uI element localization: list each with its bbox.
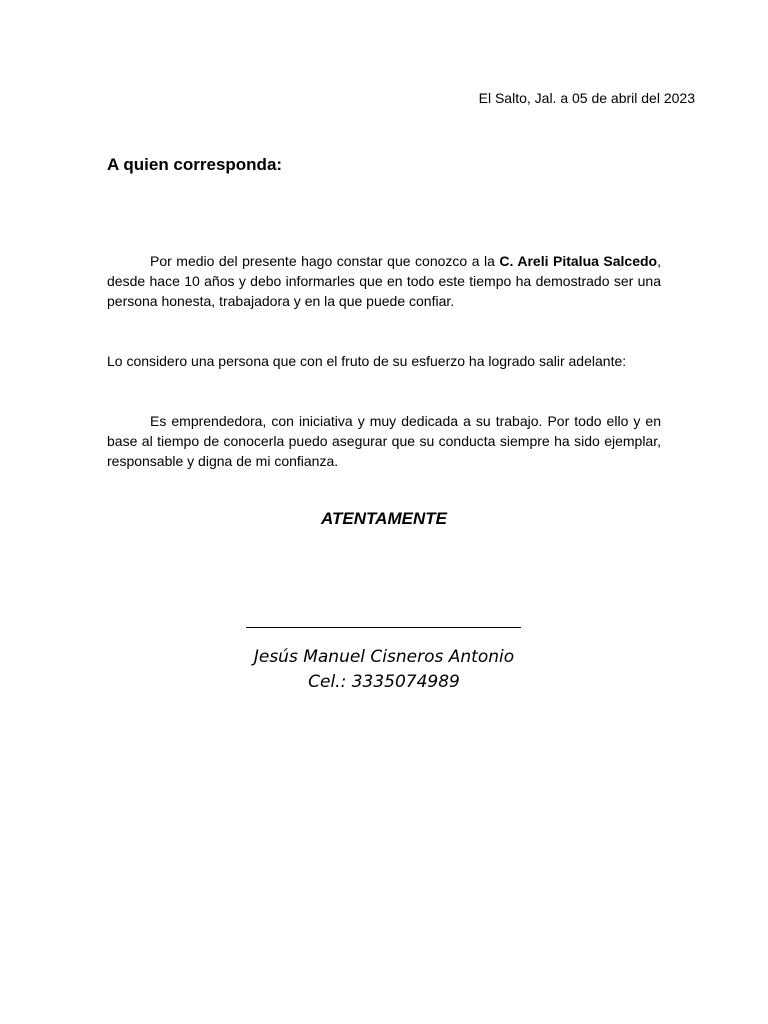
signature-line (246, 627, 521, 628)
paragraph-introduction (107, 251, 661, 311)
paragraph-character: Es emprendedora, con iniciativa y muy dedicada a su trabajo. Por todo ello y en base al tiempo de conocerla puedo asegurar que su conducta siempre ha sido ejemplar, responsable y digna de mi confianza. (107, 413, 661, 469)
signer-name: Jesús Manuel Cisneros Antonio (253, 647, 515, 667)
paragraph-introduction-rest: , desde hace 10 años y debo informarles que en todo este tiempo ha demostrado ser una persona honesta, trabajadora y en la que puede confiar. (107, 253, 661, 309)
letter-date: El Salto, Jal. a 05 de abril del 2023 (478, 90, 695, 106)
salutation: A quien corresponda: (107, 155, 283, 174)
signer-phone: Cel.: 3335074989 (308, 672, 460, 692)
paragraph-effort: Lo considero una persona que con el fruto de su esfuerzo ha logrado salir adelante: (107, 353, 627, 369)
closing: ATENTAMENTE (321, 509, 447, 528)
paragraph-introduction-lead: Por medio del presente hago constar que conozco a la (150, 253, 500, 269)
referenced-person-name: C. Areli Pitalua Salcedo (499, 253, 658, 269)
